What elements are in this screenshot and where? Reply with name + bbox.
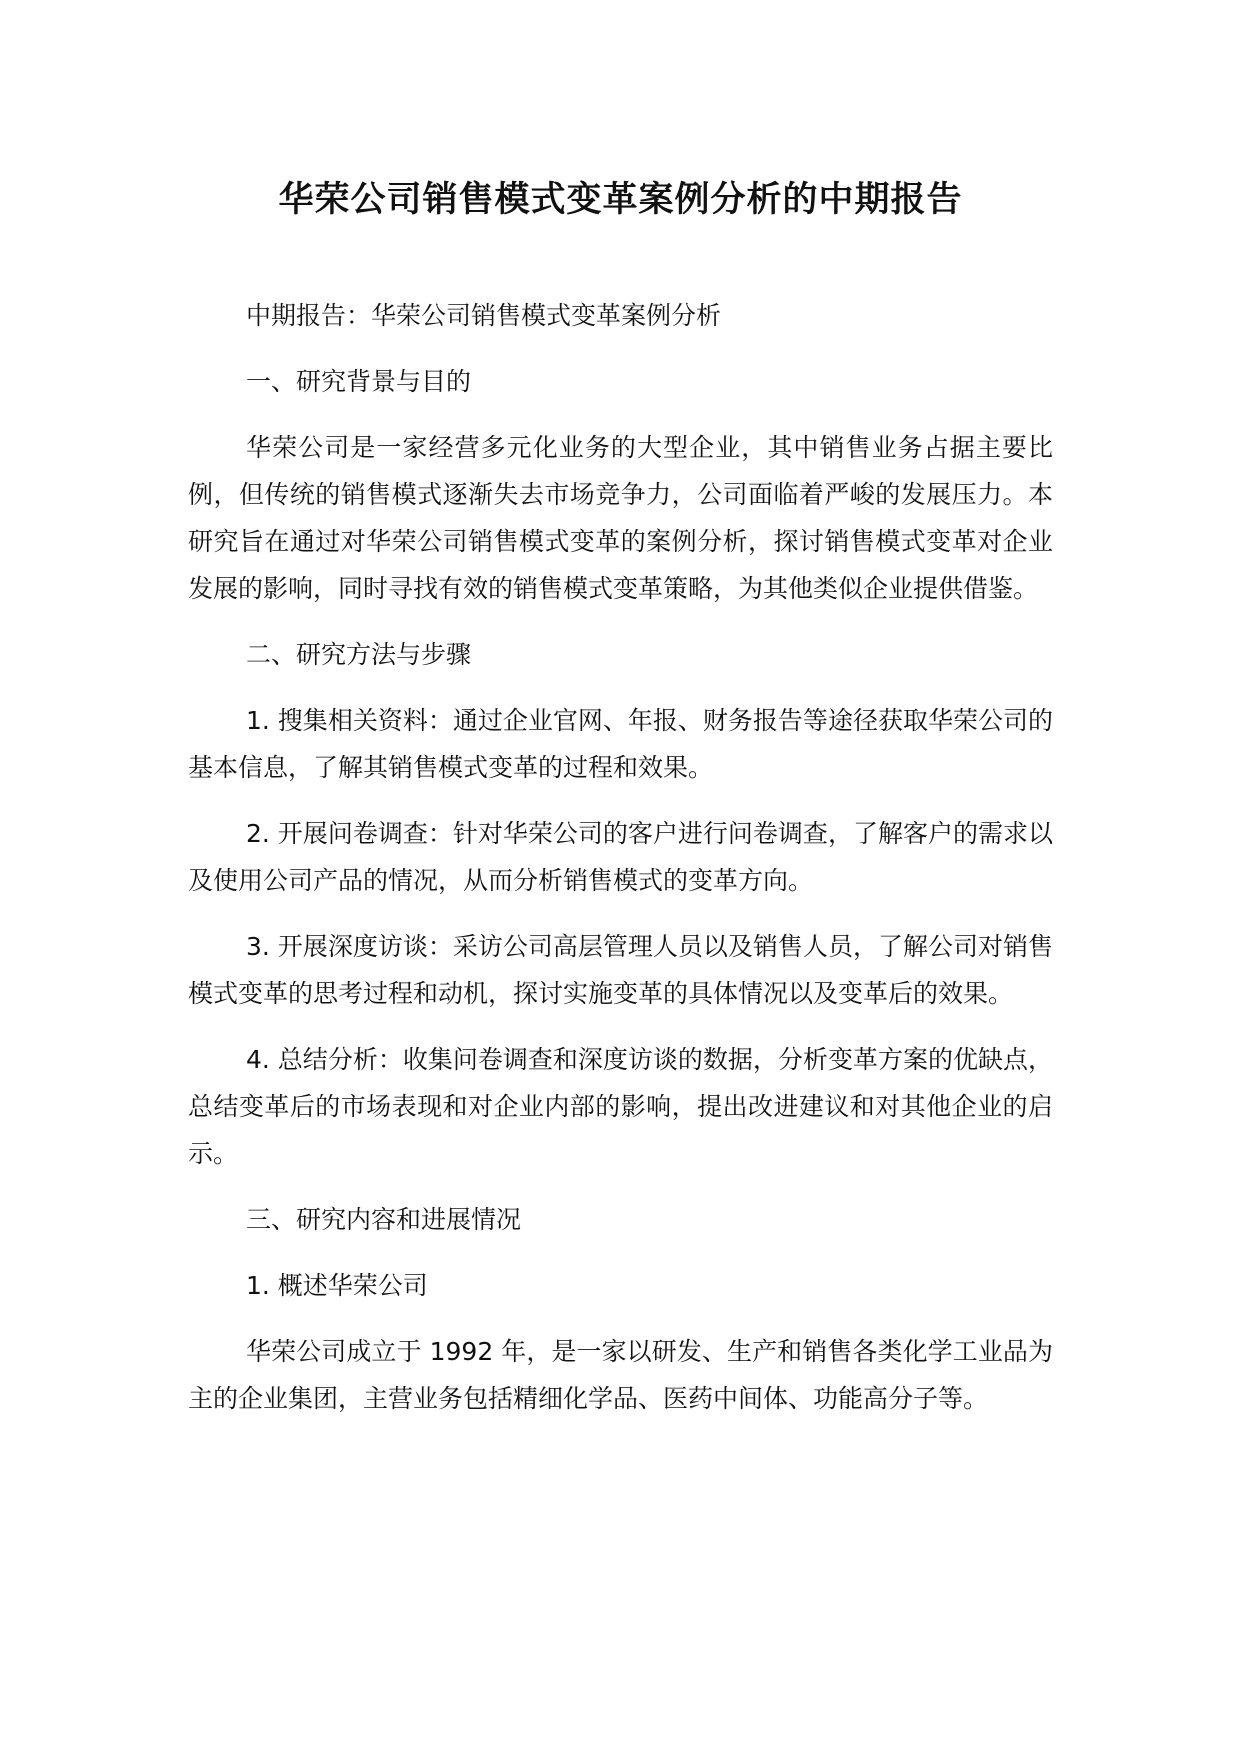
section-heading-background: 一、研究背景与目的 [246,367,472,396]
report-subtitle: 中期报告：华荣公司销售模式变革案例分析 [246,301,722,330]
method-item-3: 3. 开展深度访谈：采访公司高层管理人员以及销售人员，了解公司对销售模式变革的思考过程和动机，探讨实施变革的具体情况以及变革后的效果。 [188,932,1053,1008]
paragraph-company-overview: 华荣公司成立于 1992 年，是一家以研发、生产和销售各类化学工业品为主的企业集团，主营业务包括精细化学品、医药中间体、功能高分子等。 [188,1337,1053,1413]
method-item-1: 1. 搜集相关资料：通过企业官网、年报、财务报告等途径获取华荣公司的基本信息，了解其销售模式变革的过程和效果。 [188,706,1053,782]
subheading-company-overview: 1. 概述华荣公司 [246,1271,428,1300]
method-item-4: 4. 总结分析：收集问卷调查和深度访谈的数据，分析变革方案的优缺点，总结变革后的市场表现和对企业内部的影响，提出改进建议和对其他企业的启示。 [188,1045,1053,1168]
document-title: 华荣公司销售模式变革案例分析的中期报告 [278,180,963,220]
method-item-2: 2. 开展问卷调查：针对华荣公司的客户进行问卷调查，了解客户的需求以及使用公司产品的情况，从而分析销售模式的变革方向。 [188,819,1053,895]
paragraph-background: 华荣公司是一家经营多元化业务的大型企业，其中销售业务占据主要比例，但传统的销售模式逐渐失去市场竞争力，公司面临着严峻的发展压力。本研究旨在通过对华荣公司销售模式变革的案例分析，探讨销售模式变革对企业发展的影响，同时寻找有效的销售模式变革策略，为其他类似企业提供借鉴。 [188,433,1053,603]
section-heading-content: 三、研究内容和进展情况 [246,1205,522,1234]
section-heading-methods: 二、研究方法与步骤 [246,640,472,669]
document-body [188,292,1053,1441]
